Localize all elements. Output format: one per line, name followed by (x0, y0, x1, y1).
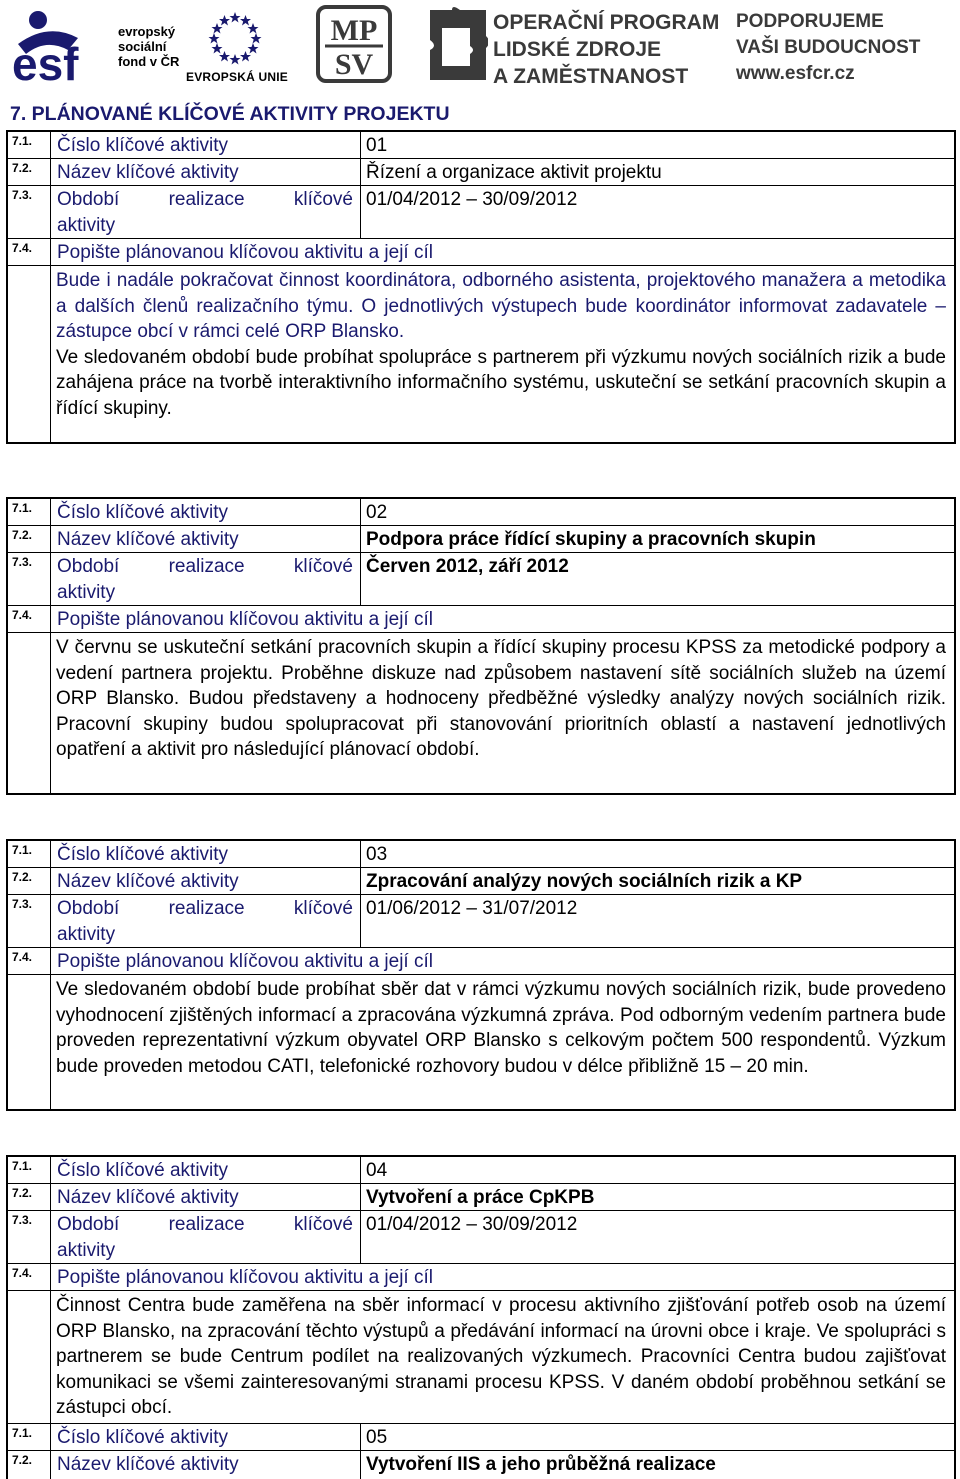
description-text: Činnost Centra bude zaměřena na sběr informací v procesu aktivního zjišťování potřeb osob na území ORP Blansko, na zpracování těchto výstupů a předávání informací na úrovni obce i kraje. Ve spolupráci s partnerem se bude Centrum podílet na realizovaných výzkumech. Pracovníci Centra budou zajišťovat komunikaci se všemi zainteresovanými stranami procesu KPSS. V daném období proběhnou setkání se zástupci obcí. (56, 1295, 946, 1419)
activity-table-03 (6, 839, 956, 1111)
op-text: OPERAČNÍ PROGRAM LIDSKÉ ZDROJE A ZAMĚSTNANOST (493, 11, 720, 88)
section-title: 7. PLÁNOVANÉ KLÍČOVÉ AKTIVITY PROJEKTU (10, 103, 450, 125)
row-popiste: 7.4. Popište plánovanou klíčovou aktivitu a její cíl (8, 1264, 954, 1291)
eu-flag-icon (188, 6, 282, 70)
puzzle-logo-icon (428, 6, 488, 82)
row-obdobi: 7.3. Období realizace klíčové aktivity 01/04/2012 – 30/09/2012 (8, 1211, 954, 1264)
description-text-blue: Bude i nadále pokračovat činnost koordinátora, odborného asistenta, projektového manažera a metodika a dalších členů realizačního týmu. O jednotlivých výstupech bude koordinátor informovat zadavatele – zástupce obcí v rámci celé ORP Blansko. (56, 270, 946, 343)
row-nazev: 7.2. Název klíčové aktivity Řízení a organizace aktivit projektu (8, 159, 954, 186)
description-text: Ve sledovaném období bude probíhat sběr dat v rámci výzkumu nových sociálních rizik, bude provedeno vyhodnocení zjištěných informací a zpracována výzkumná zpráva. Pod odborným vedením partnera bude proveden reprezentativní výzkum obyvatel ORP Blansko s celkovým počtem 500 respondentů. Výzkum bude proveden metodou CATI, telefonické rozhovory budou v délce přibližně 15 – 20 min. (56, 979, 946, 1077)
activity-table-04 (6, 1155, 956, 1479)
description-text: V červnu se uskuteční setkání pracovních skupin a řídící skupiny procesu KPSS za metodické podpory a vedení partnera projektu. Proběhne diskuze nad způsobem nastavení sítě sociálních služeb na území ORP Blansko. Budou představeny a hodnoceny předběžné výsledky analýzy nových sociálních rizik. Pracovní skupiny budou spolupracovat při stanovování prioritních oblastí a nastavení jednotlivých opatření a aktivit pro následující plánovací období. (56, 637, 946, 761)
row-popiste: 7.4. Popište plánovanou klíčovou aktivitu a její cíl (8, 239, 954, 266)
description-cell (6, 975, 956, 1111)
svg-text:MP: MP (330, 14, 378, 47)
svg-text:esf: esf (12, 38, 79, 84)
row-cislo: 7.1. Číslo klíčové aktivity 02 (8, 497, 954, 526)
row-nazev: 7.2. Název klíčové aktivity Zpracování analýzy nových sociálních rizik a KP (8, 868, 954, 895)
header-logos (0, 0, 960, 96)
row-nazev: 7.2. Název klíčové aktivity Vytvoření a práce CpKPB (8, 1184, 954, 1211)
description-text: Ve sledovaném období bude probíhat spolupráce s partnerem při výzkumu nových sociálních rizik a bude zahájena práce na tvorbě interaktivního informačního systému, uskuteční se setkání pracovních skupin a řídící skupiny. (56, 346, 946, 419)
description-cell (6, 633, 956, 795)
row-nazev-05: 7.2. Název klíčové aktivity Vytvoření IIS a jeho průběžná realizace (8, 1451, 954, 1479)
row-popiste: 7.4. Popište plánovanou klíčovou aktivitu a její cíl (8, 606, 954, 633)
row-cislo: 7.1. Číslo klíčové aktivity 03 (8, 839, 954, 868)
activity-table-02 (6, 497, 956, 795)
activity-table-01 (6, 130, 956, 444)
podporujeme-text: PODPORUJEME VAŠI BUDOUCNOST www.esfcr.cz (736, 11, 921, 84)
description-cell (8, 1291, 954, 1424)
description-cell (6, 266, 956, 444)
row-cislo: 7.1. Číslo klíčové aktivity 01 (8, 130, 954, 159)
row-obdobi: 7.3. Období realizace klíčové aktivity Červen 2012, září 2012 (8, 553, 954, 606)
eu-text: EVROPSKÁ UNIE (186, 70, 288, 84)
esf-text: evropský sociální fond v ČR (118, 24, 180, 69)
esf-logo-icon (8, 4, 113, 84)
mpsv-logo-icon (315, 4, 393, 84)
row-cislo: 7.1. Číslo klíčové aktivity 04 (8, 1155, 954, 1184)
row-popiste: 7.4. Popište plánovanou klíčovou aktivitu a její cíl (8, 948, 954, 975)
row-obdobi: 7.3. Období realizace klíčové aktivity 01/04/2012 – 30/09/2012 (8, 186, 954, 239)
row-nazev: 7.2. Název klíčové aktivity Podpora práce řídící skupiny a pracovních skupin (8, 526, 954, 553)
svg-text:SV: SV (334, 48, 374, 81)
row-obdobi: 7.3. Období realizace klíčové aktivity 01/06/2012 – 31/07/2012 (8, 895, 954, 948)
row-cislo-05: 7.1. Číslo klíčové aktivity 05 (8, 1424, 954, 1451)
